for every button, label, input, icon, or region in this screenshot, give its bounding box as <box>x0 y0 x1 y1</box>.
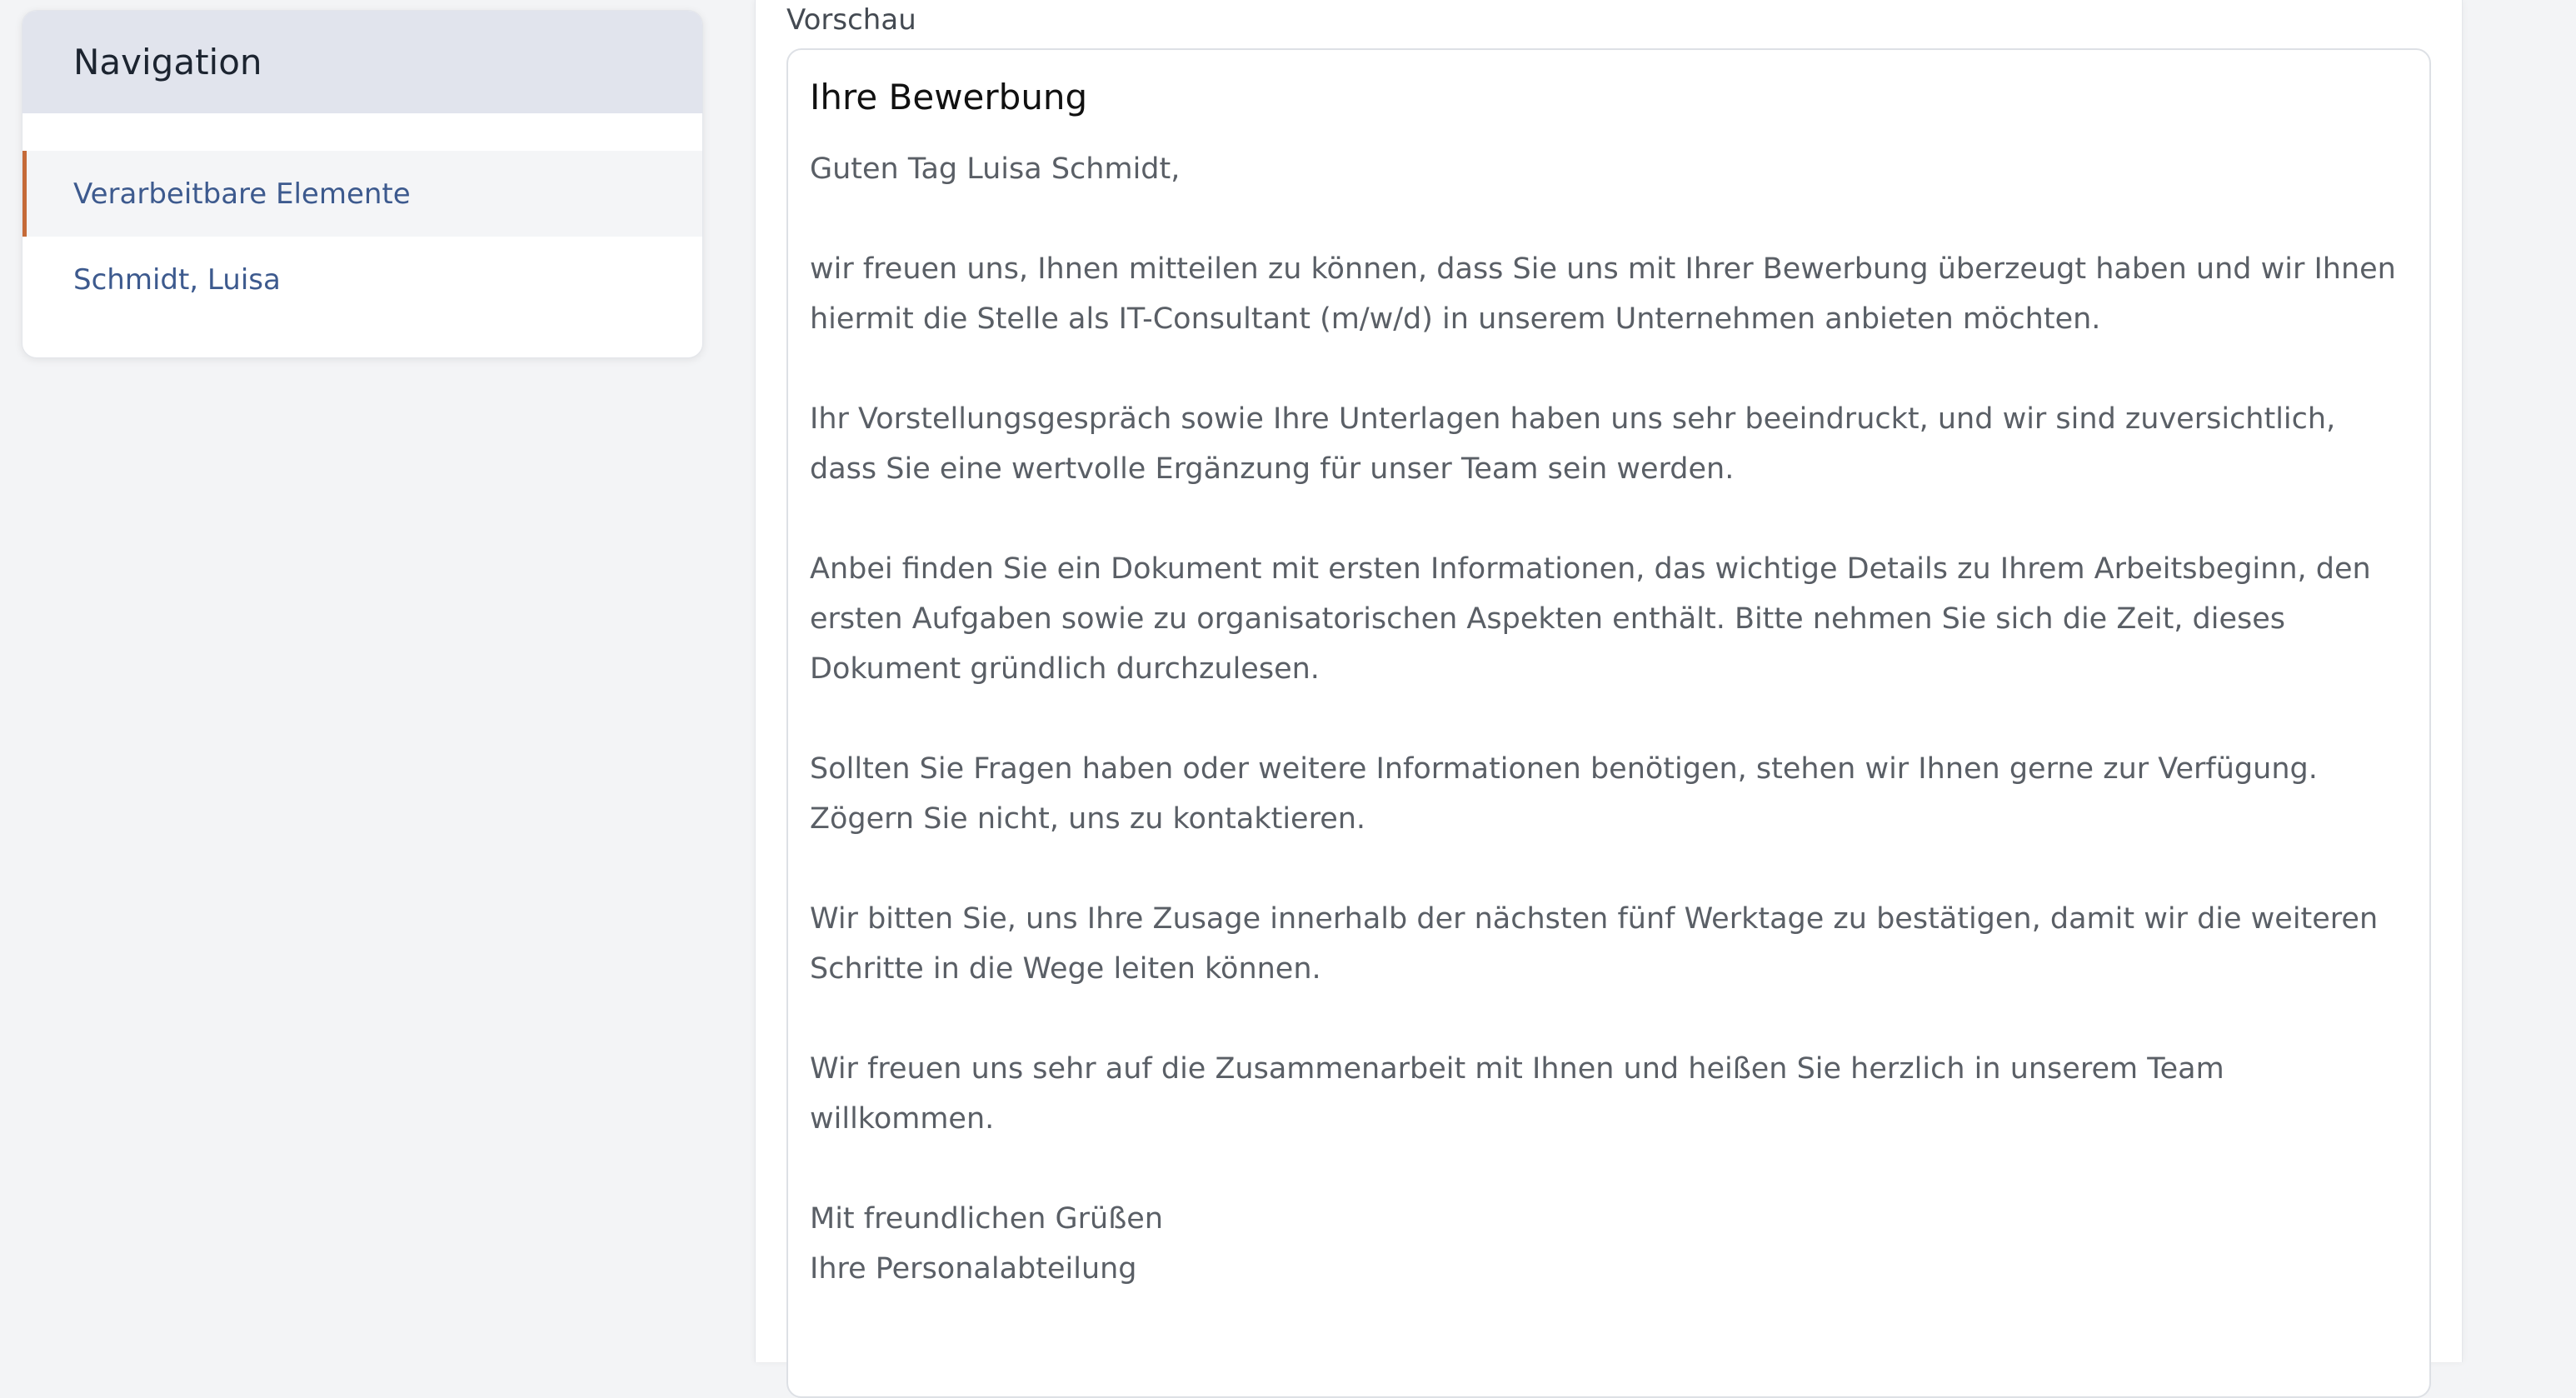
main-panel <box>755 0 2463 1362</box>
navigation-panel <box>22 10 703 358</box>
email-subject: Ihre Bewerbung <box>810 77 1088 117</box>
navigation-title: Navigation <box>22 11 702 113</box>
email-body: Guten Tag Luisa Schmidt, wir freuen uns, Ihnen mitteilen zu können, dass Sie uns mit Ihrer Bewerbung überzeugt haben und wir Ihnen hiermit die Stelle als IT-Consultant (m/w/d) in unserem Unternehmen anbieten möchten. Ihr Vorstellungsgespräch sowie Ihre Unterlagen haben uns sehr beeindruckt, und wir sind zuversichtlich, dass Sie eine wertvolle Ergänzung für unser Team sein werden. Anbei finden Sie ein Dokument mit ersten Informationen, das wichtige Details zu Ihrem Arbeitsbeginn, den ersten Aufgaben sowie zu organisatorischen Aspekten enthält. Bitte nehmen Sie sich die Zeit, dieses Dokument gründlich durchzulesen. Sollten Sie Fragen haben oder weitere Informationen benötigen, stehen wir Ihnen gerne zur Verfügung. Zögern Sie nicht, uns zu kontaktieren. Wir bitten Sie, uns Ihre Zusage innerhalb der nächsten fünf Werktage zu bestätigen, damit wir die weiteren Schritte in die Wege leiten können. Wir freuen uns sehr auf die Zusammenarbeit mit Ihnen und heißen Sie herzlich in unserem Team willkommen. Mit freundlichen Grüßen Ihre Personalabteilung <box>810 152 2396 1286</box>
preview-box[interactable] <box>786 48 2431 1398</box>
nav-item-schmidt-luisa[interactable] <box>22 237 702 322</box>
nav-item-verarbeitbare-elemente[interactable] <box>22 151 702 237</box>
nav-item-label: Schmidt, Luisa <box>73 262 281 297</box>
preview-label: Vorschau <box>786 3 916 37</box>
nav-item-label: Verarbeitbare Elemente <box>73 177 411 211</box>
